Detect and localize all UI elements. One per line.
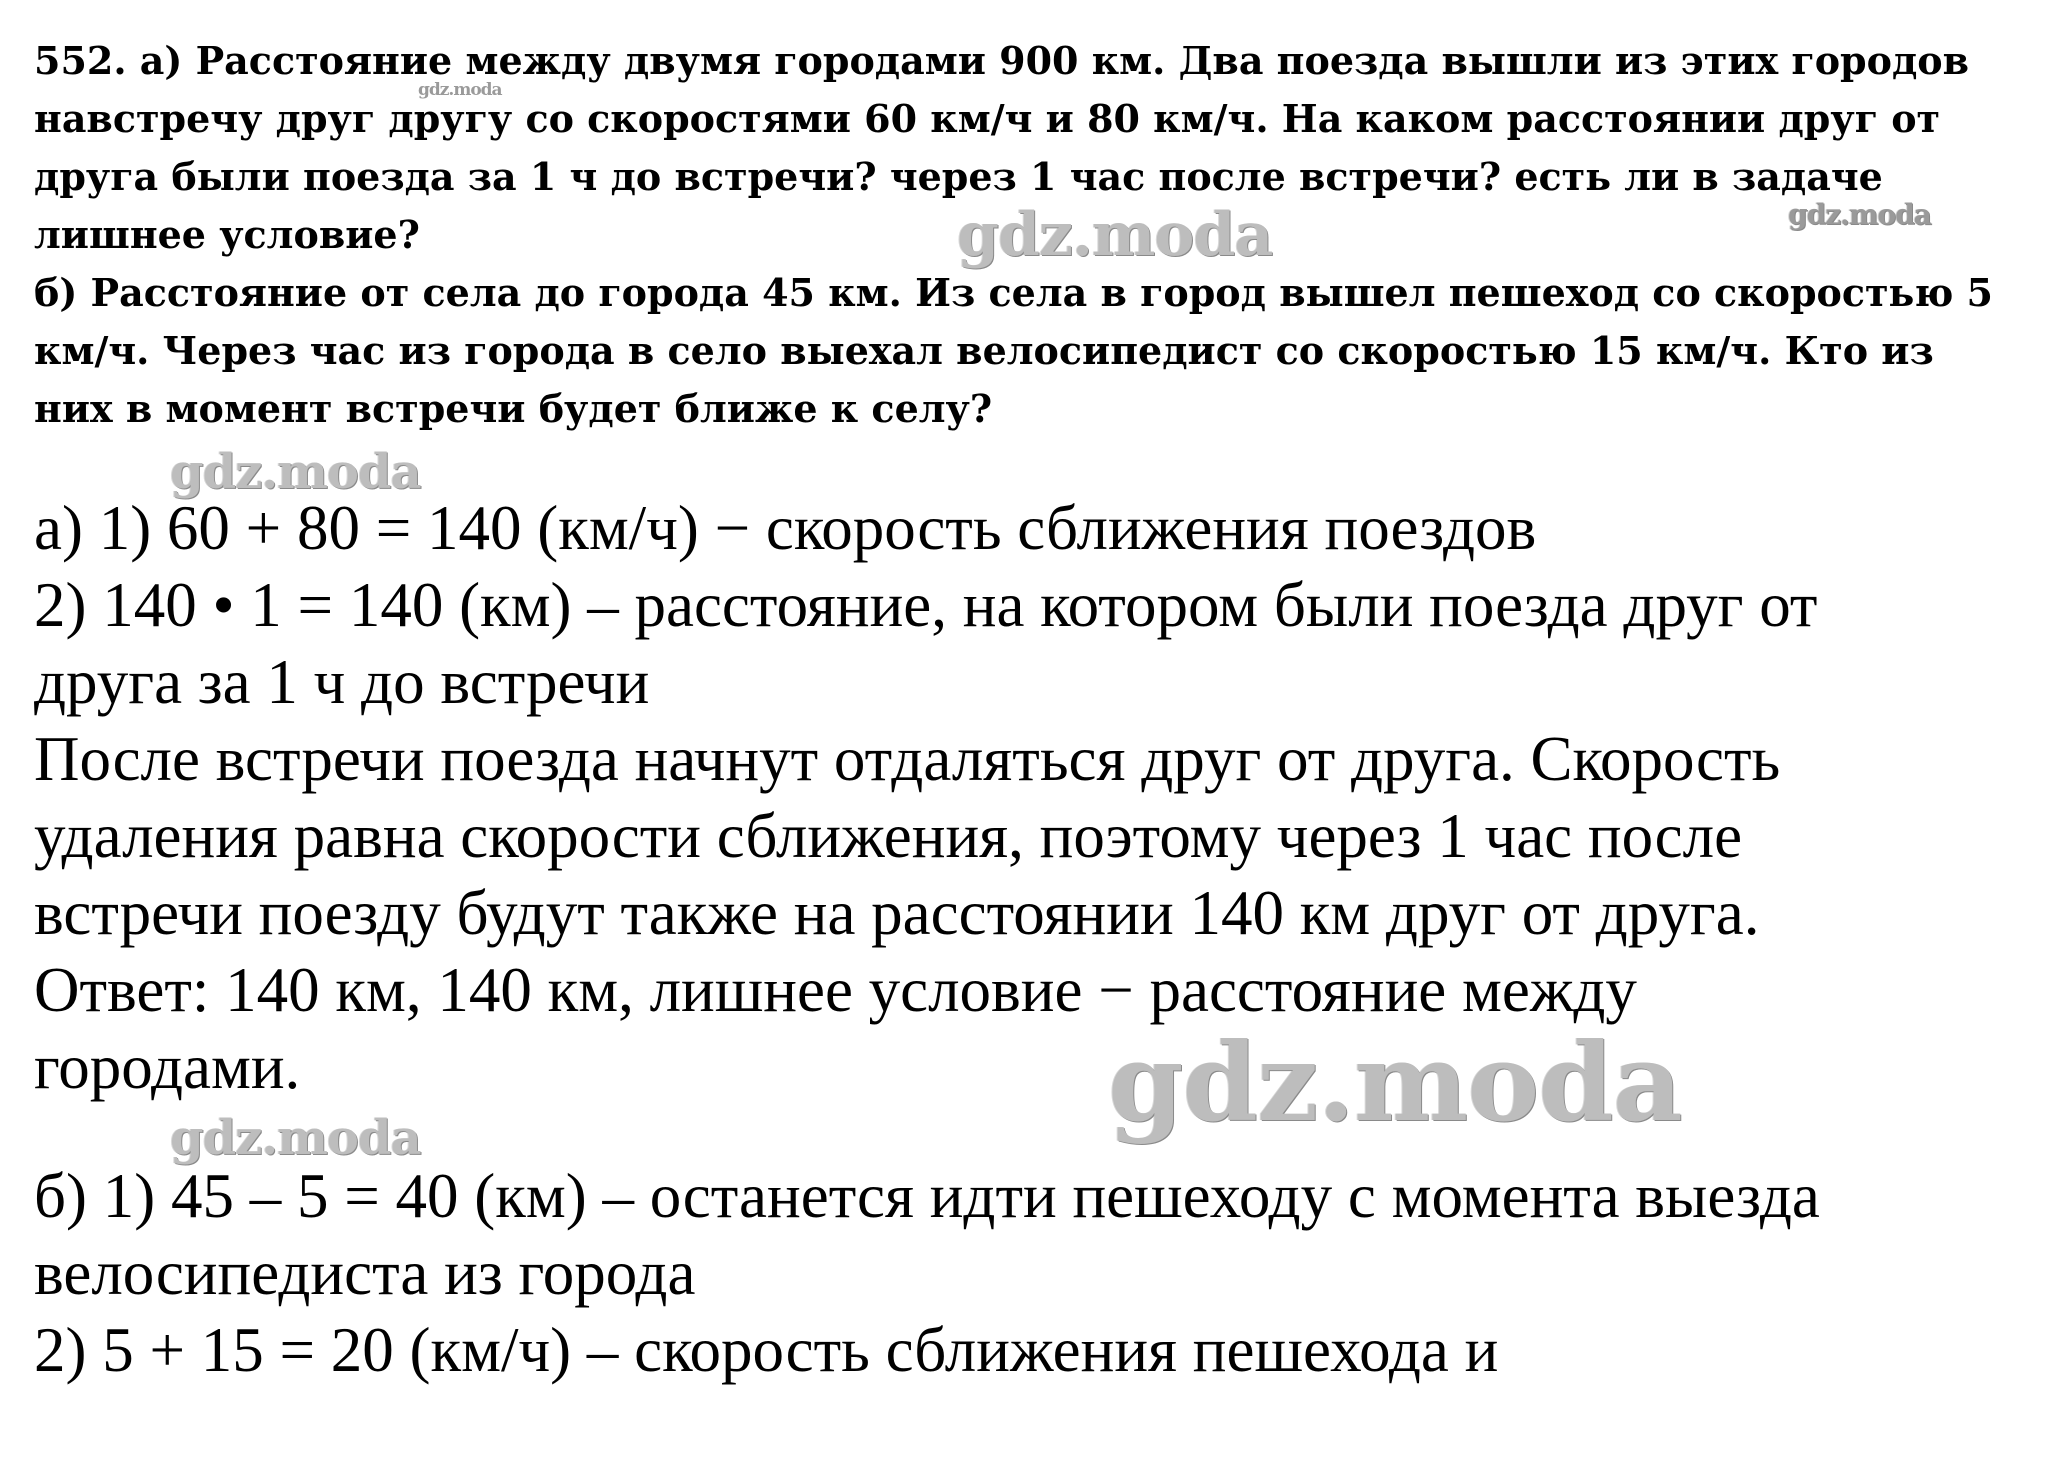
- task-line: навстречу друг другу со скоростями 60 км/ч и 80 км/ч. На каком расстоянии друг от: [34, 96, 1941, 141]
- solution-line: велосипедиста из города: [34, 1238, 696, 1308]
- solution-part-b: [34, 1158, 2054, 1389]
- task-line: км/ч. Через час из города в село выехал велосипедист со скоростью 15 км/ч. Кто из: [34, 328, 1934, 373]
- watermark: gdz.moda: [1788, 198, 1931, 231]
- task-line: 552. а) Расстояние между двумя городами 900 км. Два поезда вышли из этих городов: [34, 38, 1970, 83]
- solution-line: 2) 5 + 15 = 20 (км/ч) – скорость сближения пешехода и: [34, 1315, 1499, 1385]
- watermark: gdz.moda: [170, 444, 421, 500]
- watermark: gdz.moda: [418, 80, 502, 100]
- solution-line: удаления равна скорости сближения, поэтому через 1 час после: [34, 801, 1743, 871]
- solution-line: Ответ: 140 км, 140 км, лишнее условие − расстояние между: [34, 955, 1637, 1025]
- solution-line: После встречи поезда начнут отдаляться друг от друга. Скорость: [34, 724, 1781, 794]
- solution-line: б) 1) 45 – 5 = 40 (км) – останется идти пешеходу с момента выезда: [34, 1161, 1820, 1231]
- task-line: лишнее условие?: [34, 212, 420, 257]
- task-line: б) Расстояние от села до города 45 км. Из села в город вышел пешеход со скоростью 5: [34, 270, 1993, 315]
- solution-line: а) 1) 60 + 80 = 140 (км/ч) − скорость сближения поездов: [34, 493, 1537, 563]
- solution-line: встречи поезду будут также на расстоянии 140 км друг от друга.: [34, 878, 1760, 948]
- task-line: них в момент встречи будет ближе к селу?: [34, 386, 993, 431]
- solution-line: 2) 140 • 1 = 140 (км) – расстояние, на котором были поезда друг от: [34, 570, 1818, 640]
- solution-line: городами.: [34, 1032, 301, 1102]
- solution-part-a: [34, 490, 2054, 1106]
- solution-line: друга за 1 ч до встречи: [34, 647, 650, 717]
- watermark: gdz.moda: [170, 1110, 421, 1166]
- watermark: gdz.moda: [1108, 1020, 1682, 1146]
- watermark: gdz.moda: [957, 200, 1273, 270]
- task-line: друга были поезда за 1 ч до встречи? через 1 час после встречи? есть ли в задаче: [34, 154, 1883, 199]
